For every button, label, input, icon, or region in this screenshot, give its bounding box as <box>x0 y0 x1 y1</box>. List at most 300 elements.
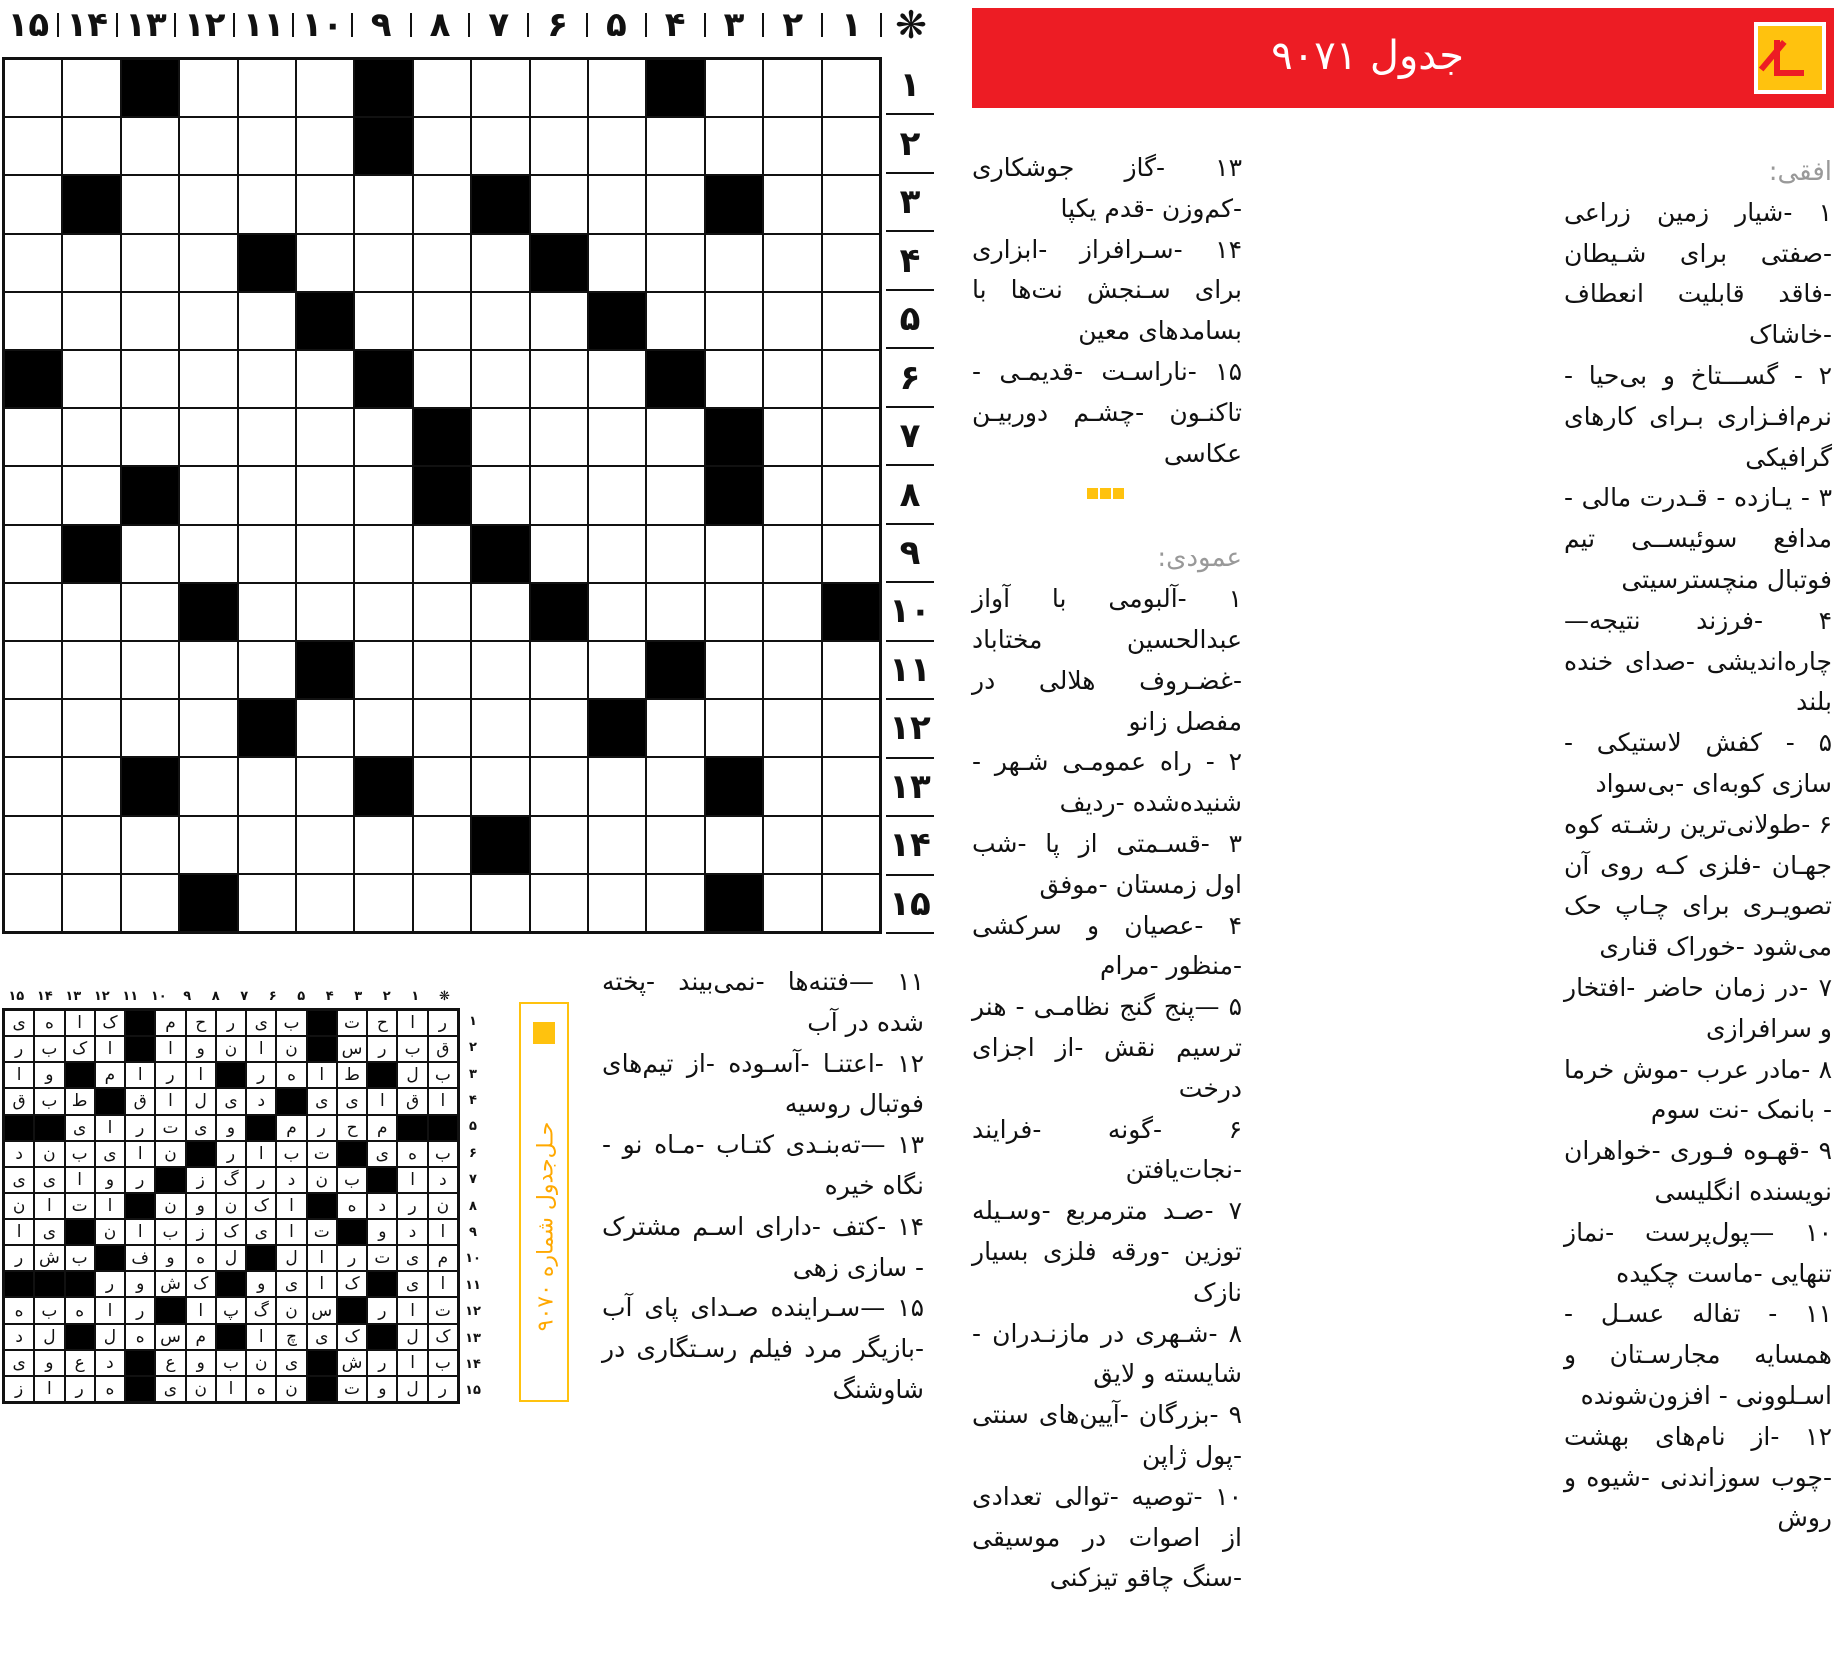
solution-cell: ک <box>65 1036 95 1062</box>
solution-cell: ع <box>65 1350 95 1376</box>
grid-cell[interactable] <box>179 350 237 408</box>
grid-cell[interactable] <box>238 408 296 466</box>
grid-cell[interactable] <box>588 175 646 233</box>
grid-cell[interactable] <box>121 408 179 466</box>
grid-cell[interactable] <box>822 466 880 524</box>
solution-cell: ه <box>95 1376 125 1402</box>
grid-cell[interactable] <box>705 583 763 641</box>
grid-cell[interactable] <box>179 408 237 466</box>
solution-cell: ا <box>95 1115 125 1141</box>
grid-cell[interactable] <box>62 874 120 932</box>
solution-cell: ا <box>276 1193 306 1219</box>
solution-cell: ن <box>276 1297 306 1323</box>
grid-cell[interactable] <box>62 757 120 815</box>
grid-cell[interactable] <box>588 525 646 583</box>
solution-cell: ط <box>65 1088 95 1114</box>
grid-cell[interactable] <box>296 408 354 466</box>
solution-cell: د <box>428 1167 458 1193</box>
grid-cell[interactable] <box>238 466 296 524</box>
row-number: ۱۵ <box>886 876 934 934</box>
grid-cell[interactable] <box>763 175 821 233</box>
grid-cell[interactable] <box>4 816 62 874</box>
grid-cell[interactable] <box>530 757 588 815</box>
grid-cell[interactable] <box>822 59 880 117</box>
grid-cell[interactable] <box>646 466 704 524</box>
grid-cell[interactable] <box>296 59 354 117</box>
grid-cell[interactable] <box>121 874 179 932</box>
grid-cell[interactable] <box>530 117 588 175</box>
grid-cell[interactable] <box>530 59 588 117</box>
grid-cell[interactable] <box>238 59 296 117</box>
grid-cell[interactable] <box>646 757 704 815</box>
grid-cell[interactable] <box>238 641 296 699</box>
solution-cell: ر <box>125 1167 155 1193</box>
solution-black-cell <box>186 1141 216 1167</box>
solution-column-number: ۷ <box>240 989 249 1004</box>
grid-cell[interactable] <box>179 234 237 292</box>
solution-cell: ت <box>428 1297 458 1323</box>
vertical-clue: ۱۰ -توصیه -توالی تعدادی از اصوات در موسیقی -سنگ چاقو تیزکنی <box>972 1481 1242 1593</box>
grid-cell[interactable] <box>4 583 62 641</box>
grid-cell[interactable] <box>4 874 62 932</box>
grid-cell[interactable] <box>705 59 763 117</box>
grid-cell[interactable] <box>763 59 821 117</box>
grid-cell[interactable] <box>4 641 62 699</box>
grid-cell[interactable] <box>179 117 237 175</box>
black-cell <box>238 234 296 292</box>
black-cell <box>62 175 120 233</box>
grid-cell[interactable] <box>238 757 296 815</box>
horizontal-clue: ۸ -مادر عرب -موش خرما - بانمک -نت سوم <box>1564 1054 1832 1125</box>
solution-row-number: ۱ <box>469 1013 477 1029</box>
grid-cell[interactable] <box>413 816 471 874</box>
solution-black-cell <box>337 1141 367 1167</box>
grid-cell[interactable] <box>822 175 880 233</box>
solution-cell: م <box>95 1062 125 1088</box>
solution-cell: ی <box>216 1088 246 1114</box>
solution-black-cell <box>276 1088 306 1114</box>
grid-cell[interactable] <box>238 350 296 408</box>
grid-cell[interactable] <box>413 583 471 641</box>
grid-cell[interactable] <box>763 757 821 815</box>
grid-cell[interactable] <box>62 466 120 524</box>
horizontal-clue: ۱۳ -گاز جوشکاری -کم‌وزن -قدم یکپا <box>972 153 1242 223</box>
grid-cell[interactable] <box>121 525 179 583</box>
solution-black-cell <box>125 1036 155 1062</box>
grid-cell[interactable] <box>530 874 588 932</box>
grid-cell[interactable] <box>705 117 763 175</box>
grid-cell[interactable] <box>471 583 529 641</box>
grid-cell[interactable] <box>354 641 412 699</box>
solution-cell: ق <box>125 1088 155 1114</box>
grid-cell[interactable] <box>705 234 763 292</box>
solution-row-numbers <box>462 1008 484 1404</box>
grid-cell[interactable] <box>822 874 880 932</box>
column-number: ۱ <box>841 5 862 45</box>
solution-cell: ن <box>246 1350 276 1376</box>
solution-black-cell <box>125 1193 155 1219</box>
solution-cell: ک <box>246 1193 276 1219</box>
grid-cell[interactable] <box>296 350 354 408</box>
solution-cell: د <box>95 1350 125 1376</box>
black-cell <box>471 175 529 233</box>
solution-column-number: ۴ <box>325 989 334 1004</box>
grid-cell[interactable] <box>588 757 646 815</box>
grid-cell[interactable] <box>121 816 179 874</box>
grid-cell[interactable] <box>471 234 529 292</box>
solution-cell: ر <box>246 1062 276 1088</box>
solution-cell: ب <box>65 1141 95 1167</box>
solution-cell: ن <box>307 1167 337 1193</box>
grid-cell[interactable] <box>4 408 62 466</box>
black-cell <box>296 292 354 350</box>
grid-cell[interactable] <box>822 699 880 757</box>
grid-cell[interactable] <box>646 292 704 350</box>
solution-cell: ک <box>337 1324 367 1350</box>
grid-cell[interactable] <box>413 292 471 350</box>
grid-cell[interactable] <box>763 525 821 583</box>
solution-black-cell <box>307 1036 337 1062</box>
grid-cell[interactable] <box>471 350 529 408</box>
grid-cell[interactable] <box>296 816 354 874</box>
grid-cell[interactable] <box>296 117 354 175</box>
grid-cell[interactable] <box>646 525 704 583</box>
solution-cell: ز <box>186 1167 216 1193</box>
grid-cell[interactable] <box>705 350 763 408</box>
solution-black-cell <box>337 1297 367 1323</box>
grid-cell[interactable] <box>822 525 880 583</box>
grid-cell[interactable] <box>62 408 120 466</box>
grid-cell[interactable] <box>238 816 296 874</box>
grid-cell[interactable] <box>354 466 412 524</box>
grid-cell[interactable] <box>179 641 237 699</box>
grid-cell[interactable] <box>646 874 704 932</box>
grid-cell[interactable] <box>588 816 646 874</box>
grid-cell[interactable] <box>471 59 529 117</box>
grid-cell[interactable] <box>822 757 880 815</box>
grid-cell[interactable] <box>588 583 646 641</box>
solution-cell: ا <box>4 1062 34 1088</box>
grid-cell[interactable] <box>62 816 120 874</box>
grid-cell[interactable] <box>4 757 62 815</box>
grid-cell[interactable] <box>121 641 179 699</box>
grid-cell[interactable] <box>763 292 821 350</box>
grid-cell[interactable] <box>238 117 296 175</box>
grid-cell[interactable] <box>238 874 296 932</box>
solution-cell: ن <box>155 1141 185 1167</box>
grid-cell[interactable] <box>4 175 62 233</box>
grid-cell[interactable] <box>4 117 62 175</box>
grid-cell[interactable] <box>530 816 588 874</box>
grid-cell[interactable] <box>238 292 296 350</box>
solution-cell: ی <box>4 1167 34 1193</box>
grid-cell[interactable] <box>530 699 588 757</box>
grid-cell[interactable] <box>705 525 763 583</box>
grid-cell[interactable] <box>121 350 179 408</box>
grid-cell[interactable] <box>471 408 529 466</box>
horizontal-clue: ۱۵ -ناراسـت -قدیمـی - تاکنـون -چشـم دوربیـن عکاسی <box>972 356 1242 468</box>
solution-column-number: ۱۲ <box>93 989 110 1004</box>
grid-cell[interactable] <box>179 757 237 815</box>
solution-cell: ر <box>428 1376 458 1402</box>
grid-cell[interactable] <box>646 583 704 641</box>
grid-cell[interactable] <box>179 59 237 117</box>
grid-cell[interactable] <box>588 641 646 699</box>
grid-cell[interactable] <box>822 816 880 874</box>
grid-cell[interactable] <box>121 175 179 233</box>
grid-cell[interactable] <box>62 59 120 117</box>
grid-cell[interactable] <box>296 874 354 932</box>
grid-cell[interactable] <box>822 408 880 466</box>
solution-black-cell <box>65 1062 95 1088</box>
grid-cell[interactable] <box>4 699 62 757</box>
grid-cell[interactable] <box>354 234 412 292</box>
grid-cell[interactable] <box>646 816 704 874</box>
grid-cell[interactable] <box>296 525 354 583</box>
logo-small-icon <box>533 1022 555 1044</box>
grid-cell[interactable] <box>646 234 704 292</box>
grid-cell[interactable] <box>763 408 821 466</box>
solution-cell: ی <box>276 1271 306 1297</box>
solution-cell: ل <box>186 1088 216 1114</box>
black-cell <box>121 466 179 524</box>
solution-black-cell <box>307 1350 337 1376</box>
solution-cell: ا <box>65 1167 95 1193</box>
grid-cell[interactable] <box>588 874 646 932</box>
grid-cell[interactable] <box>530 175 588 233</box>
grid-cell[interactable] <box>705 292 763 350</box>
solution-black-cell <box>4 1115 34 1141</box>
grid-cell[interactable] <box>763 583 821 641</box>
grid-cell[interactable] <box>646 699 704 757</box>
grid-cell[interactable] <box>588 234 646 292</box>
grid-cell[interactable] <box>530 408 588 466</box>
grid-cell[interactable] <box>179 525 237 583</box>
solution-column-number: ۶ <box>268 989 277 1004</box>
solution-cell: ک <box>337 1271 367 1297</box>
grid-cell[interactable] <box>530 466 588 524</box>
grid-cell[interactable] <box>413 175 471 233</box>
grid-cell[interactable] <box>4 234 62 292</box>
grid-cell[interactable] <box>763 874 821 932</box>
grid-cell[interactable] <box>588 59 646 117</box>
grid-cell[interactable] <box>4 292 62 350</box>
clues-column-right <box>1564 152 1832 1539</box>
black-cell <box>646 641 704 699</box>
grid-cell[interactable] <box>588 466 646 524</box>
grid-cell[interactable] <box>354 408 412 466</box>
clues-column-middle <box>972 148 1242 1599</box>
grid-cell[interactable] <box>354 699 412 757</box>
grid-cell[interactable] <box>121 117 179 175</box>
grid-cell[interactable] <box>413 525 471 583</box>
grid-cell[interactable] <box>471 699 529 757</box>
grid-cell[interactable] <box>646 408 704 466</box>
solution-black-cell <box>216 1324 246 1350</box>
solution-cell: ا <box>246 1036 276 1062</box>
grid-cell[interactable] <box>62 699 120 757</box>
grid-cell[interactable] <box>4 525 62 583</box>
grid-cell[interactable] <box>179 699 237 757</box>
grid-cell[interactable] <box>705 699 763 757</box>
grid-cell[interactable] <box>822 350 880 408</box>
grid-cell[interactable] <box>822 234 880 292</box>
grid-cell[interactable] <box>179 175 237 233</box>
grid-cell[interactable] <box>238 175 296 233</box>
solution-cell: ب <box>34 1036 64 1062</box>
grid-cell[interactable] <box>296 234 354 292</box>
vertical-clue: ۳ -قسـمتی از پا -شب اول زمستان -موفق <box>972 828 1242 899</box>
grid-cell[interactable] <box>296 757 354 815</box>
grid-cell[interactable] <box>413 117 471 175</box>
solution-cell: م <box>276 1115 306 1141</box>
column-number: ۱۰ <box>301 5 344 45</box>
solution-cell: ت <box>155 1115 185 1141</box>
grid-cell[interactable] <box>62 292 120 350</box>
grid-cell[interactable] <box>62 583 120 641</box>
solution-black-cell <box>307 1193 337 1219</box>
grid-cell[interactable] <box>646 175 704 233</box>
grid-cell[interactable] <box>763 117 821 175</box>
solution-cell: ا <box>428 1271 458 1297</box>
solution-cell: ر <box>4 1036 34 1062</box>
solution-cell: ر <box>367 1297 397 1323</box>
grid-cell[interactable] <box>413 59 471 117</box>
grid-cell[interactable] <box>588 350 646 408</box>
crossword-grid[interactable] <box>2 57 882 934</box>
solution-cell: ر <box>155 1062 185 1088</box>
solution-cell: ل <box>276 1245 306 1271</box>
solution-cell: ش <box>155 1271 185 1297</box>
grid-cell[interactable] <box>822 292 880 350</box>
grid-cell[interactable] <box>471 117 529 175</box>
grid-cell[interactable] <box>413 234 471 292</box>
solution-cell: ا <box>125 1062 155 1088</box>
grid-cell[interactable] <box>413 350 471 408</box>
grid-cell[interactable] <box>588 117 646 175</box>
grid-cell[interactable] <box>238 525 296 583</box>
black-cell <box>588 292 646 350</box>
grid-cell[interactable] <box>296 583 354 641</box>
grid-cell[interactable] <box>763 641 821 699</box>
solution-cell: ا <box>34 1376 64 1402</box>
grid-cell[interactable] <box>530 641 588 699</box>
grid-cell[interactable] <box>296 699 354 757</box>
black-cell <box>296 641 354 699</box>
vertical-clue: ۵ —پنج گنج نظامـی - هنر ترسیم نقش -از اجزای درخت <box>972 992 1242 1103</box>
grid-cell[interactable] <box>179 466 237 524</box>
grid-cell[interactable] <box>822 117 880 175</box>
grid-cell[interactable] <box>62 234 120 292</box>
solution-black-cell <box>65 1219 95 1245</box>
solution-black-cell <box>65 1324 95 1350</box>
grid-cell[interactable] <box>471 641 529 699</box>
horizontal-clue: ۷ -در زمان حاضر -افتخار و سرافرازی <box>1564 972 1832 1043</box>
grid-cell[interactable] <box>530 292 588 350</box>
row-number: ۱۲ <box>886 700 934 758</box>
grid-cell[interactable] <box>121 234 179 292</box>
grid-cell[interactable] <box>763 699 821 757</box>
solution-cell: ش <box>337 1350 367 1376</box>
solution-cell: ن <box>216 1036 246 1062</box>
solution-cell: ب <box>276 1141 306 1167</box>
solution-cell: ب <box>397 1036 427 1062</box>
solution-cell: ر <box>216 1141 246 1167</box>
black-cell <box>705 874 763 932</box>
grid-cell[interactable] <box>179 292 237 350</box>
solution-row-number: ۱۲ <box>465 1304 481 1320</box>
horizontal-clue: ۱ -شیار زمین زراعی -صفتی برای شـیطان -فاقد قابلیت انعطاف -خاشاک <box>1564 197 1832 350</box>
grid-cell[interactable] <box>413 874 471 932</box>
grid-cell[interactable] <box>646 117 704 175</box>
grid-cell[interactable] <box>705 816 763 874</box>
grid-cell[interactable] <box>530 525 588 583</box>
grid-cell[interactable] <box>763 816 821 874</box>
solution-cell: م <box>367 1115 397 1141</box>
grid-cell[interactable] <box>822 641 880 699</box>
grid-cell[interactable] <box>354 175 412 233</box>
grid-cell[interactable] <box>588 408 646 466</box>
solution-cell: ر <box>4 1245 34 1271</box>
grid-cell[interactable] <box>62 350 120 408</box>
solution-cell: ل <box>397 1376 427 1402</box>
black-cell <box>705 466 763 524</box>
grid-cell[interactable] <box>354 816 412 874</box>
grid-cell[interactable] <box>354 874 412 932</box>
solution-column-number: ۵ <box>297 989 306 1004</box>
grid-cell[interactable] <box>763 466 821 524</box>
grid-cell[interactable] <box>354 525 412 583</box>
grid-cell[interactable] <box>62 641 120 699</box>
solution-black-cell <box>367 1324 397 1350</box>
grid-cell[interactable] <box>121 292 179 350</box>
solution-cell: د <box>276 1167 306 1193</box>
grid-cell[interactable] <box>62 117 120 175</box>
grid-cell[interactable] <box>4 59 62 117</box>
grid-cell[interactable] <box>763 234 821 292</box>
grid-cell[interactable] <box>413 699 471 757</box>
solution-black-cell <box>246 1115 276 1141</box>
grid-cell[interactable] <box>471 874 529 932</box>
grid-cell[interactable] <box>354 583 412 641</box>
grid-cell[interactable] <box>296 466 354 524</box>
grid-cell[interactable] <box>413 757 471 815</box>
solution-cell: و <box>155 1245 185 1271</box>
grid-cell[interactable] <box>471 466 529 524</box>
solution-cell: ی <box>34 1219 64 1245</box>
grid-cell[interactable] <box>763 350 821 408</box>
grid-cell[interactable] <box>354 292 412 350</box>
solution-cell: ه <box>34 1010 64 1036</box>
grid-cell[interactable] <box>413 641 471 699</box>
grid-cell[interactable] <box>179 816 237 874</box>
grid-cell[interactable] <box>471 757 529 815</box>
grid-cell[interactable] <box>238 583 296 641</box>
grid-cell[interactable] <box>705 641 763 699</box>
grid-cell[interactable] <box>530 350 588 408</box>
solution-cell: ل <box>34 1324 64 1350</box>
black-cell <box>62 525 120 583</box>
row-number: ۱۰ <box>886 583 934 641</box>
solution-column-number: ۱۵ <box>8 989 25 1004</box>
grid-cell[interactable] <box>471 292 529 350</box>
solution-cell: ه <box>4 1297 34 1323</box>
grid-cell[interactable] <box>296 175 354 233</box>
grid-cell[interactable] <box>121 699 179 757</box>
row-number: ۴ <box>886 232 934 290</box>
grid-cell[interactable] <box>121 583 179 641</box>
grid-cell[interactable] <box>4 466 62 524</box>
